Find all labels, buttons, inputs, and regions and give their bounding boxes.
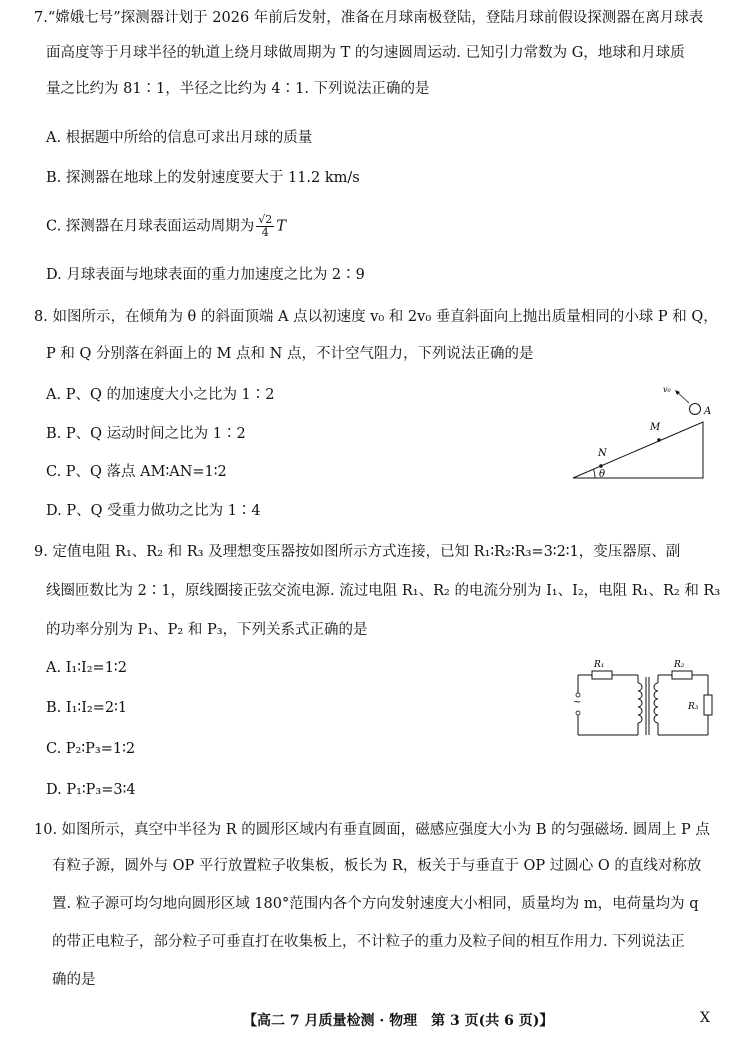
- q9-stem-line3: 的功率分别为 P₁、P₂ 和 P₃，下列关系式正确的是: [46, 622, 368, 638]
- r3-label: R₃: [688, 702, 699, 712]
- q7-option-d: D. 月球表面与地球表面的重力加速度之比为 2∶9: [46, 267, 365, 283]
- q7-option-c-suffix: T: [276, 218, 286, 235]
- velocity-arrow: [677, 392, 689, 403]
- v0-label: v₀: [663, 385, 671, 394]
- footer-page-info: 【高二 7 月质量检测 · 物理 第 3 页(共 6 页)】: [243, 1013, 554, 1029]
- point-n-dot: [599, 464, 603, 468]
- q7-option-a: A. 根据题中所给的信息可求出月球的质量: [46, 130, 313, 146]
- q7-stem-line1: 7.“嫦娥七号”探测器计划于 2026 年前后发射，准备在月球南极登陆，登陆月球前假设探测器在离月球表: [34, 10, 704, 26]
- q10-stem-line1: 10. 如图所示，真空中半径为 R 的圆形区域内有垂直圆面，磁感应强度大小为 B 的匀强磁场. 圆周上 P 点: [34, 822, 710, 838]
- q8-option-b: B. P、Q 运动时间之比为 1∶2: [46, 426, 246, 442]
- q7-stem-line2: 面高度等于月球半径的轨道上绕月球做周期为 T 的匀速圆周运动. 已知引力常数为 G，地球和月球质: [46, 45, 685, 61]
- q7-option-b: B. 探测器在地球上的发射速度要大于 11.2 km/s: [46, 170, 360, 186]
- q7-option-c-fraction: [256, 214, 274, 239]
- q7-option-c-denominator: 4: [261, 226, 269, 239]
- q9-option-a: A. I₁∶I₂=1∶2: [46, 660, 127, 676]
- angle-arc: [594, 470, 596, 479]
- q8-stem-line2: P 和 Q 分别落在斜面上的 M 点和 N 点，不计空气阻力，下列说法正确的是: [46, 346, 534, 362]
- incline-triangle: [573, 422, 703, 478]
- q8-option-a: A. P、Q 的加速度大小之比为 1∶2: [46, 387, 275, 403]
- q9-stem-line1: 9. 定值电阻 R₁、R₂ 和 R₃ 及理想变压器按如图所示方式连接，已知 R₁∶R₂∶R₃=3∶2∶1，变压器原、副: [34, 544, 681, 560]
- point-n-label: N: [598, 448, 607, 459]
- q8-stem-line1: 8. 如图所示，在倾角为 θ 的斜面顶端 A 点以初速度 v₀ 和 2v₀ 垂直斜面向上抛出质量相同的小球 P 和 Q，: [34, 309, 718, 325]
- point-m-dot: [657, 438, 661, 442]
- r1-label: R₁: [594, 660, 605, 670]
- q10-stem-line3: 置. 粒子源可均匀地向圆形区域 180°范围内各个方向发射速度大小相同，质量均为 m，电荷量均为 q: [52, 896, 699, 912]
- q7-option-c-prefix: C. 探测器在月球表面运动周期为: [46, 218, 255, 235]
- point-m-label: M: [650, 422, 661, 433]
- ac-source-symbol: ~: [573, 697, 582, 708]
- q8-option-c: C. P、Q 落点 AM∶AN=1∶2: [46, 464, 227, 480]
- primary-coil: [638, 683, 642, 723]
- q7-option-c: [46, 214, 286, 239]
- q7-option-c-numerator: √2: [258, 213, 273, 226]
- q8-option-d: D. P、Q 受重力做功之比为 1∶4: [46, 503, 261, 519]
- point-a-label: A: [704, 406, 712, 417]
- q9-circuit-figure: [568, 655, 718, 743]
- q7-stem-line3: 量之比约为 81∶1，半径之比约为 4∶1. 下列说法正确的是: [46, 81, 430, 97]
- q10-stem-line5: 确的是: [52, 972, 96, 988]
- q9-stem-line2: 线圈匝数比为 2∶1，原线圈接正弦交流电源. 流过电阻 R₁、R₂ 的电流分别为 I₁、I₂，电阻 R₁、R₂ 和 R₃: [46, 583, 721, 599]
- r2-label: R₂: [674, 660, 685, 670]
- q8-incline-figure: [565, 380, 715, 484]
- q10-stem-line4: 的带正电粒子，部分粒子可垂直打在收集板上，不计粒子的重力及粒子间的相互作用力. 下列说法正: [52, 934, 685, 950]
- q9-option-d: D. P₁∶P₃=3∶4: [46, 782, 136, 798]
- footer-version-mark: X: [700, 1010, 710, 1026]
- theta-label: θ: [599, 469, 606, 480]
- q9-option-b: B. I₁∶I₂=2∶1: [46, 700, 128, 716]
- ac-terminal-bottom: [576, 711, 580, 715]
- r1-resistor: [592, 671, 612, 679]
- q10-stem-line2: 有粒子源，圆外与 OP 平行放置粒子收集板，板长为 R，板关于与垂直于 OP 过圆心 O 的直线对称放: [52, 858, 702, 874]
- secondary-coil: [654, 683, 658, 723]
- r3-resistor: [704, 695, 712, 715]
- ball: [690, 404, 701, 415]
- r2-resistor: [672, 671, 692, 679]
- q9-option-c: C. P₂∶P₃=1∶2: [46, 741, 136, 757]
